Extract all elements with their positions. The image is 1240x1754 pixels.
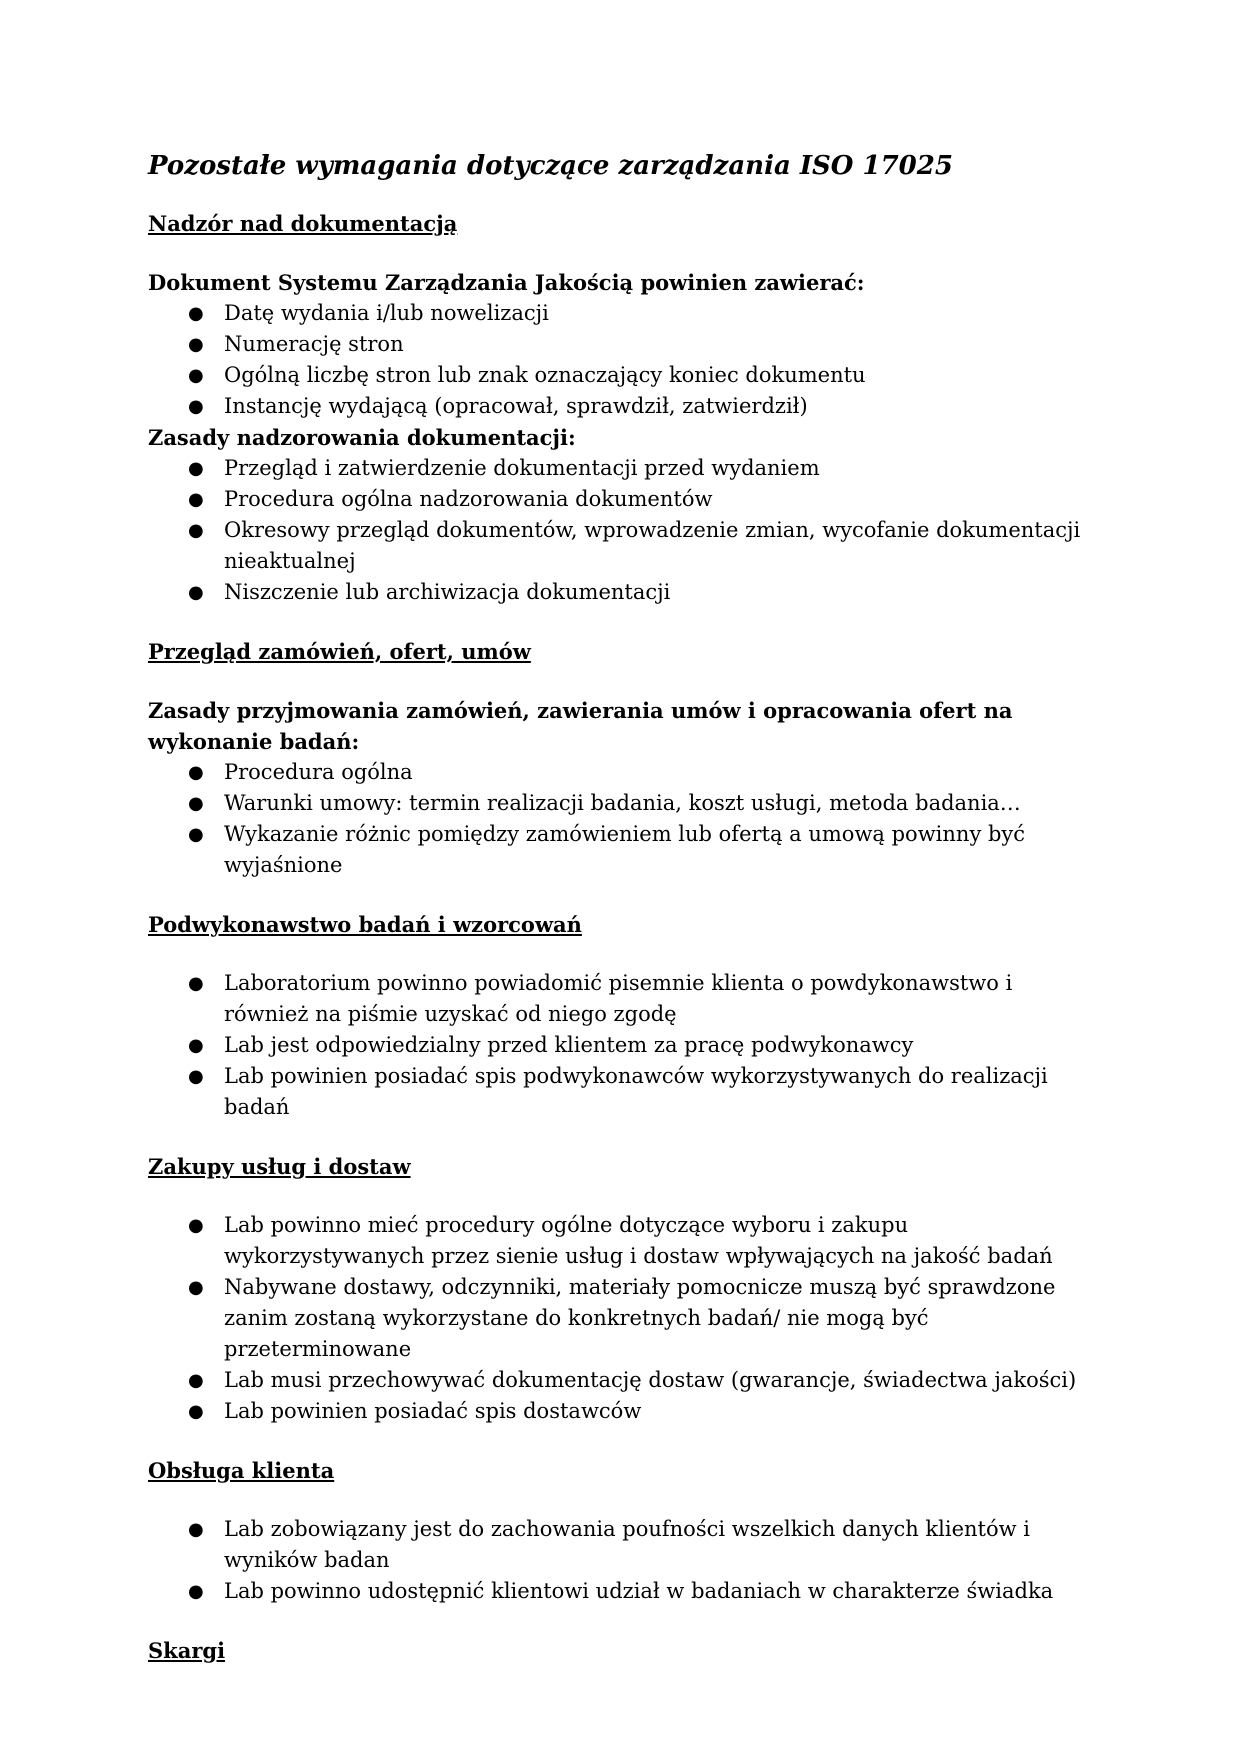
list-item: ● Lab powinno udostępnić klientowi udział w badaniach w charakterze świadka xyxy=(148,1576,1098,1607)
list-item: ● Numerację stron xyxy=(148,329,1098,360)
bullet-icon: ● xyxy=(188,520,204,541)
bullet-icon: ● xyxy=(188,1581,204,1602)
list-item: ● Datę wydania i/lub nowelizacji xyxy=(148,298,1098,329)
section-heading-nadzor: Nadzór nad dokumentacją xyxy=(148,211,458,236)
bullet-icon: ● xyxy=(188,396,204,417)
bullet-icon: ● xyxy=(188,793,204,814)
section-heading-podwykonawstwo: Podwykonawstwo badań i wzorcowań xyxy=(148,912,582,937)
bullet-icon: ● xyxy=(188,824,204,845)
bullet-list xyxy=(148,757,1098,881)
bullet-list xyxy=(148,1210,1098,1427)
list-item: ● Wykazanie różnic pomiędzy zamówieniem lub ofertą a umową powinny być wyjaśnione xyxy=(148,819,1098,881)
bullet-icon: ● xyxy=(188,1519,204,1540)
list-item: ● Nabywane dostawy, odczynniki, materiały pomocnicze muszą być sprawdzone zanim zostaną wykorzystane do konkretnych badań/ nie mogą być przeterminowane xyxy=(148,1272,1098,1365)
bullet-list xyxy=(148,453,1098,608)
bullet-icon: ● xyxy=(188,973,204,994)
list-item: ● Lab jest odpowiedzialny przed klientem za pracę podwykonawcy xyxy=(148,1030,1098,1061)
list-item: ● Lab powinien posiadać spis podwykonawców wykorzystywanych do realizacji badań xyxy=(148,1061,1098,1123)
bullet-icon: ● xyxy=(188,1370,204,1391)
subheading-dokument-systemu: Dokument Systemu Zarządzania Jakością powinien zawierać: xyxy=(148,270,865,295)
bullet-icon: ● xyxy=(188,334,204,355)
bullet-icon: ● xyxy=(188,582,204,603)
list-item: ● Przegląd i zatwierdzenie dokumentacji przed wydaniem xyxy=(148,453,1098,484)
list-item: ● Instancję wydającą (opracował, sprawdził, zatwierdził) xyxy=(148,391,1098,422)
bullet-icon: ● xyxy=(188,303,204,324)
list-item: ● Lab zobowiązany jest do zachowania poufności wszelkich danych klientów i wyników badan xyxy=(148,1514,1098,1576)
list-item: ● Lab powinno mieć procedury ogólne dotyczące wyboru i zakupu wykorzystywanych przez sienie usług i dostaw wpływających na jakość badań xyxy=(148,1210,1098,1272)
list-item: ● Procedura ogólna xyxy=(148,757,1098,788)
list-item: ● Laboratorium powinno powiadomić pisemnie klienta o powdykonawstwo i również na piśmie uzyskać od niego zgodę xyxy=(148,968,1098,1030)
bullet-icon: ● xyxy=(188,1401,204,1422)
list-item: ● Warunki umowy: termin realizacji badania, koszt usługi, metoda badania… xyxy=(148,788,1098,819)
document-title: Pozostałe wymagania dotyczące zarządzania ISO 17025 xyxy=(148,151,953,181)
section-heading-przeglad: Przegląd zamówień, ofert, umów xyxy=(148,639,531,664)
document-page xyxy=(148,146,1098,1694)
bullet-icon: ● xyxy=(188,1035,204,1056)
bullet-list xyxy=(148,1514,1098,1607)
list-item: ● Ogólną liczbę stron lub znak oznaczający koniec dokumentu xyxy=(148,360,1098,391)
bullet-list xyxy=(148,968,1098,1123)
bullet-icon: ● xyxy=(188,1215,204,1236)
list-item: ● Procedura ogólna nadzorowania dokumentów xyxy=(148,484,1098,515)
bullet-list xyxy=(148,298,1098,422)
bullet-icon: ● xyxy=(188,489,204,510)
bullet-icon: ● xyxy=(188,1277,204,1298)
subheading-zasady-przyjmowania: Zasady przyjmowania zamówień, zawierania umów i opracowania ofert na wykonanie badań: xyxy=(148,698,1013,754)
bullet-icon: ● xyxy=(188,762,204,783)
bullet-icon: ● xyxy=(188,458,204,479)
section-heading-zakupy: Zakupy usług i dostaw xyxy=(148,1154,411,1179)
list-item: ● Lab powinien posiadać spis dostawców xyxy=(148,1396,1098,1427)
subheading-zasady-nadzorowania: Zasady nadzorowania dokumentacji: xyxy=(148,425,576,450)
bullet-icon: ● xyxy=(188,1066,204,1087)
list-item: ● Niszczenie lub archiwizacja dokumentacji xyxy=(148,577,1098,608)
section-heading-obsluga: Obsługa klienta xyxy=(148,1458,335,1483)
bullet-icon: ● xyxy=(188,365,204,386)
list-item: ● Okresowy przegląd dokumentów, wprowadzenie zmian, wycofanie dokumentacji nieaktualnej xyxy=(148,515,1098,577)
section-heading-skargi: Skargi xyxy=(148,1638,226,1663)
list-item: ● Lab musi przechowywać dokumentację dostaw (gwarancje, świadectwa jakości) xyxy=(148,1365,1098,1396)
